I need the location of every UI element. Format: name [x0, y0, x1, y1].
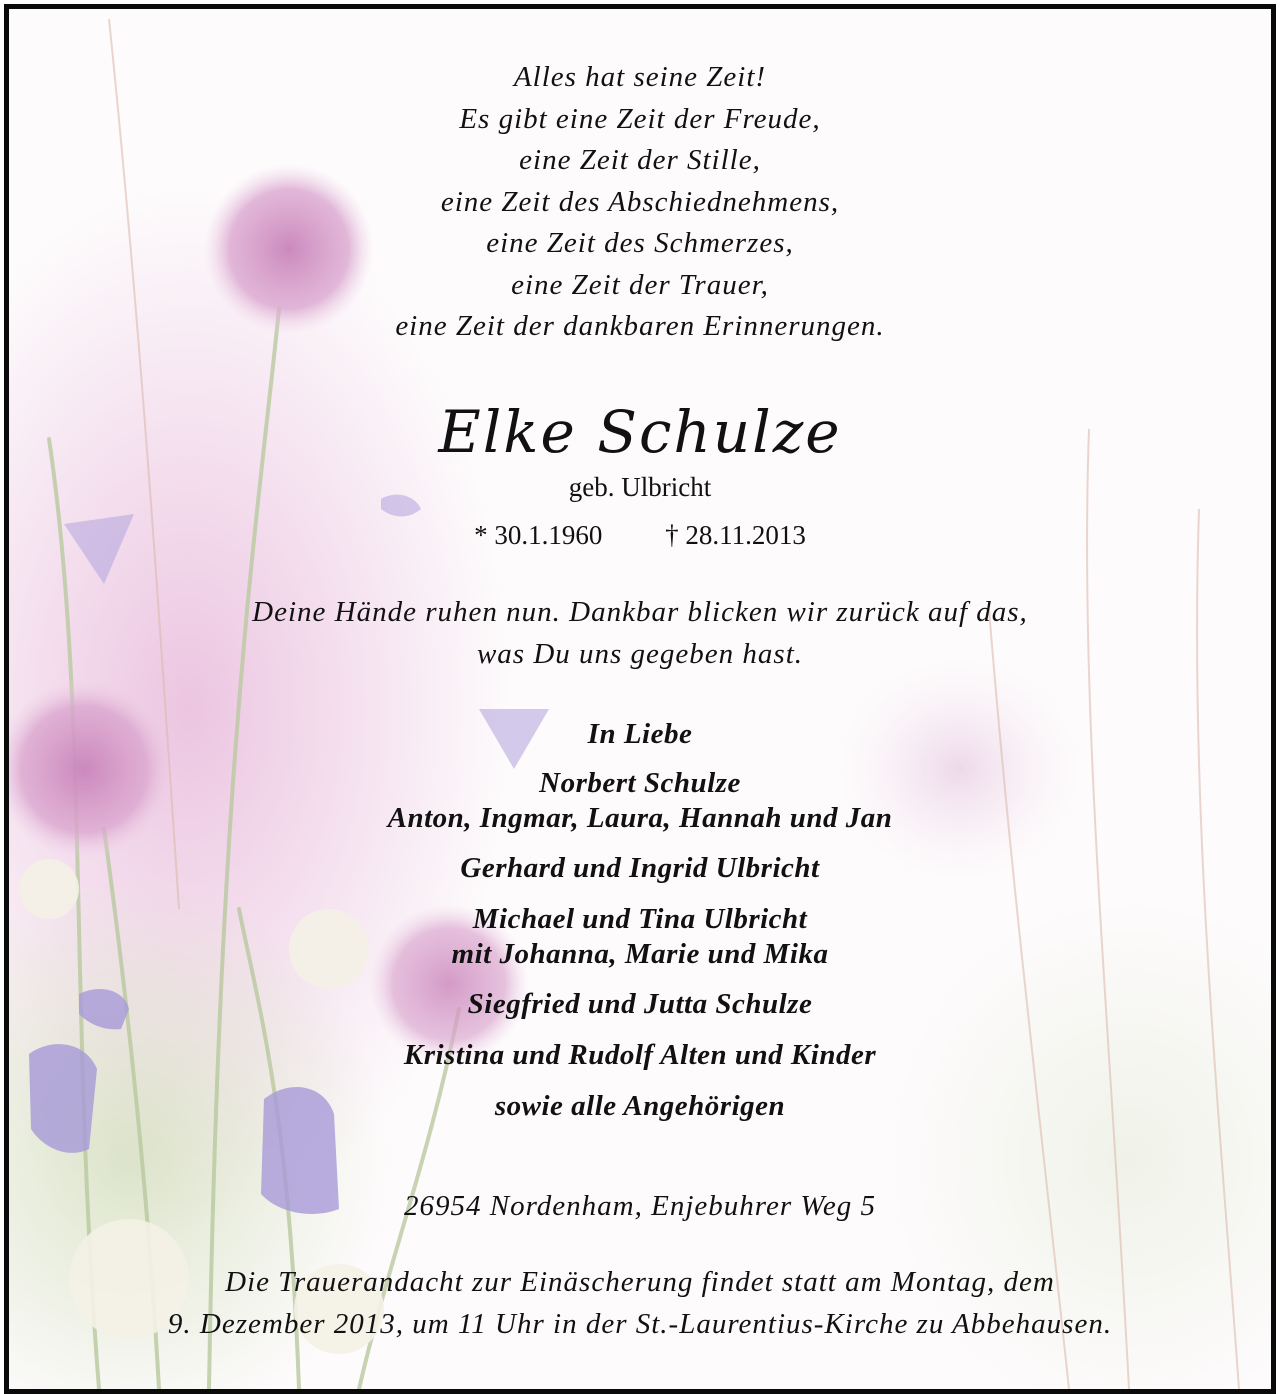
family-line: Anton, Ingmar, Laura, Hannah und Jan: [387, 802, 893, 834]
poem-line: Es gibt eine Zeit der Freude,: [459, 102, 821, 135]
obituary-card: [4, 4, 1276, 1394]
family-line: sowie alle Angehörigen: [494, 1090, 786, 1122]
birth-date: * 30.1.1960: [474, 520, 603, 550]
poem-line: eine Zeit des Abschiednehmens,: [440, 185, 840, 218]
family-group: [9, 987, 1271, 1022]
family-intro-text: In Liebe: [587, 718, 693, 750]
poem-line: eine Zeit der Stille,: [519, 144, 761, 176]
family-intro: [9, 717, 1271, 752]
deceased-name: Elke Schulze: [438, 398, 842, 466]
quote-line: Deine Hände ruhen nun. Dankbar blicken wir zurück auf das,: [252, 596, 1028, 628]
poem-line: eine Zeit der dankbaren Erinnerungen.: [395, 310, 885, 342]
family-group: [9, 851, 1271, 886]
service-notice: [9, 1262, 1271, 1345]
family-line: Michael und Tina Ulbricht: [472, 903, 808, 935]
poem-line: eine Zeit der Trauer,: [511, 268, 769, 301]
family-line: Gerhard und Ingrid Ulbricht: [460, 852, 820, 884]
family-line: Kristina und Rudolf Alten und Kinder: [403, 1039, 877, 1071]
birth-name: geb. Ulbricht: [568, 472, 712, 502]
farewell-quote: [9, 592, 1271, 675]
family-line: Siegfried und Jutta Schulze: [467, 988, 813, 1020]
poem: [9, 57, 1271, 348]
family-group: [9, 766, 1271, 836]
death-date: † 28.11.2013: [665, 520, 806, 550]
obituary-content: [9, 9, 1271, 1389]
address-line: 26954 Nordenham, Enjebuhrer Weg 5: [404, 1190, 876, 1222]
family-group: [9, 1089, 1271, 1124]
poem-line: Alles hat seine Zeit!: [513, 61, 767, 93]
family-line: mit Johanna, Marie und Mika: [451, 938, 829, 970]
family-group: [9, 902, 1271, 972]
family-line: Norbert Schulze: [539, 767, 741, 799]
service-line: 9. Dezember 2013, um 11 Uhr in der St.-Laurentius-Kirche zu Abbehausen.: [167, 1307, 1113, 1340]
life-dates: [9, 519, 1271, 551]
service-line: Die Trauerandacht zur Einäscherung findet statt am Montag, dem: [225, 1266, 1055, 1298]
quote-line: was Du uns gegeben hast.: [476, 637, 804, 670]
address: [9, 1186, 1271, 1228]
family-group: [9, 1038, 1271, 1073]
poem-line: eine Zeit des Schmerzes,: [486, 227, 794, 259]
